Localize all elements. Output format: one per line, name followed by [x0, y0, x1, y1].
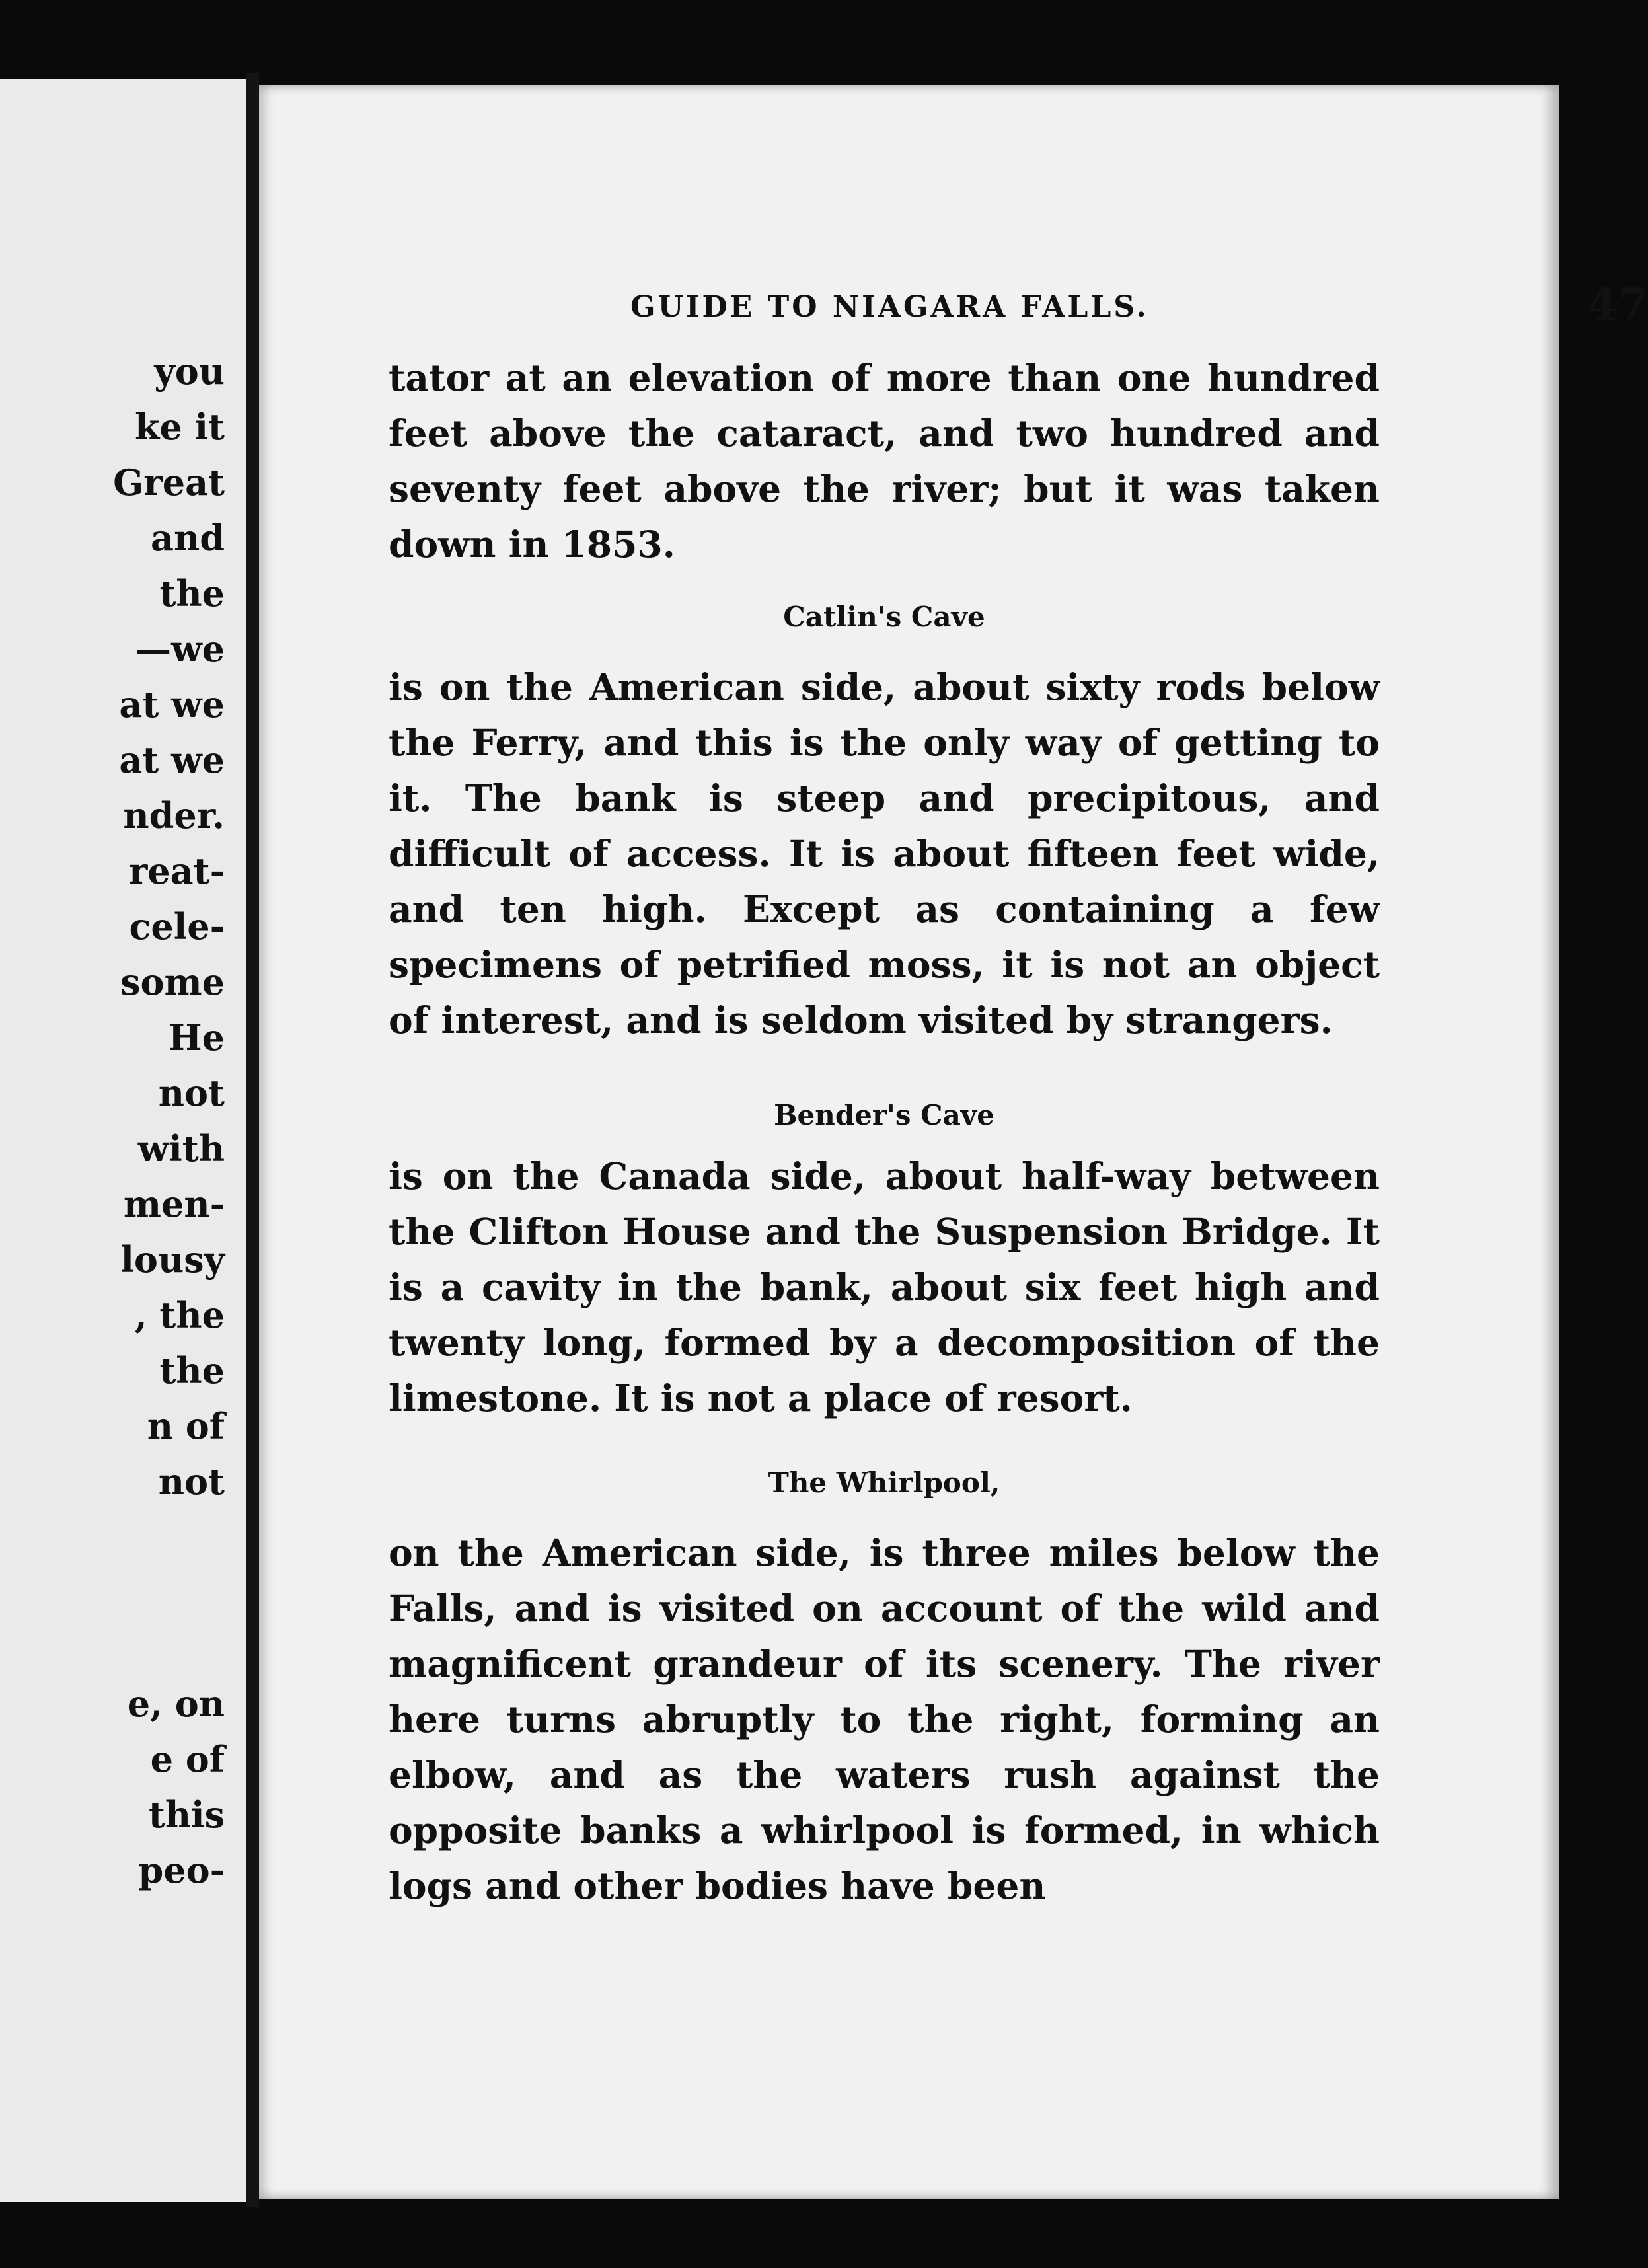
- left-page-line: this: [148, 1794, 225, 1836]
- whirlpool-heading: The Whirlpool,: [768, 1466, 1000, 1499]
- left-page-line: not: [158, 1460, 225, 1503]
- catlins-cave-heading: Catlin's Cave: [783, 601, 985, 633]
- left-page-line: lousy: [120, 1238, 225, 1281]
- running-header: [630, 264, 1648, 330]
- book-gutter: [246, 73, 259, 2207]
- left-page-line: ke it: [134, 406, 225, 448]
- catlins-cave-paragraph: is on the American side, about sixty rods below the Ferry, and this is the only way of getting to it. The bank is steep and precipitous, and difficult of access. It is about fifteen feet wide, and ten high. Except as containing a few specimens of petrified moss, it is not an object of interest, and is seldom visited by strangers.: [389, 665, 1380, 1041]
- page-body: [389, 350, 1380, 1914]
- left-page-line: some: [120, 961, 225, 1003]
- left-page-line: Great: [113, 461, 225, 504]
- left-page-line: , the: [134, 1294, 225, 1336]
- left-page-line: with: [137, 1127, 225, 1170]
- left-page-line: reat-: [128, 850, 225, 892]
- left-page-line: not: [158, 1072, 225, 1114]
- left-page-line: He: [168, 1016, 225, 1059]
- left-page-line: nder.: [123, 794, 225, 837]
- benders-cave-paragraph: is on the Canada side, about half-way between the Clifton House and the Suspension Bridge. It is a cavity in the bank, about six feet high and twenty long, formed by a decomposition of the limestone. It is not a place of resort.: [389, 1154, 1380, 1419]
- left-page-line: men-: [123, 1183, 225, 1225]
- left-page-line: at we: [119, 683, 225, 726]
- left-page-line: and: [150, 517, 225, 559]
- left-page-line: cele-: [129, 905, 225, 948]
- left-page-line: peo-: [138, 1849, 225, 1891]
- whirlpool-paragraph: on the American side, is three miles below the Falls, and is visited on account of the wild and magnificent grandeur of its scenery. The river here turns abruptly to the right, forming an elbow, and as the waters rush against the opposite banks a whirlpool is formed, in which logs and other bodies have been: [389, 1531, 1380, 1907]
- benders-cave-heading: Bender's Cave: [774, 1099, 994, 1131]
- left-page-line: at we: [119, 739, 225, 781]
- left-page-line: the: [159, 1349, 225, 1392]
- left-page-line: —we: [135, 628, 225, 670]
- left-page-line: e of: [150, 1738, 225, 1780]
- left-page-line: n of: [147, 1405, 225, 1447]
- left-page-line: [0, 1565, 225, 1620]
- left-page-text-fragments: [0, 344, 225, 1898]
- running-header-title: GUIDE TO NIAGARA FALLS.: [630, 290, 1149, 324]
- page-number: 47: [1587, 279, 1648, 330]
- intro-paragraph: tator at an elevation of more than one hundred feet above the cataract, and two hundred and seventy feet above the river; but it was taken down in 1853.: [389, 356, 1380, 566]
- left-page-line: [0, 1509, 225, 1565]
- left-page-line: the: [159, 572, 225, 615]
- left-page-line: e, on: [127, 1682, 225, 1725]
- left-page-line: you: [154, 350, 225, 393]
- left-facing-page: [0, 79, 246, 2202]
- left-page-line: [0, 1620, 225, 1676]
